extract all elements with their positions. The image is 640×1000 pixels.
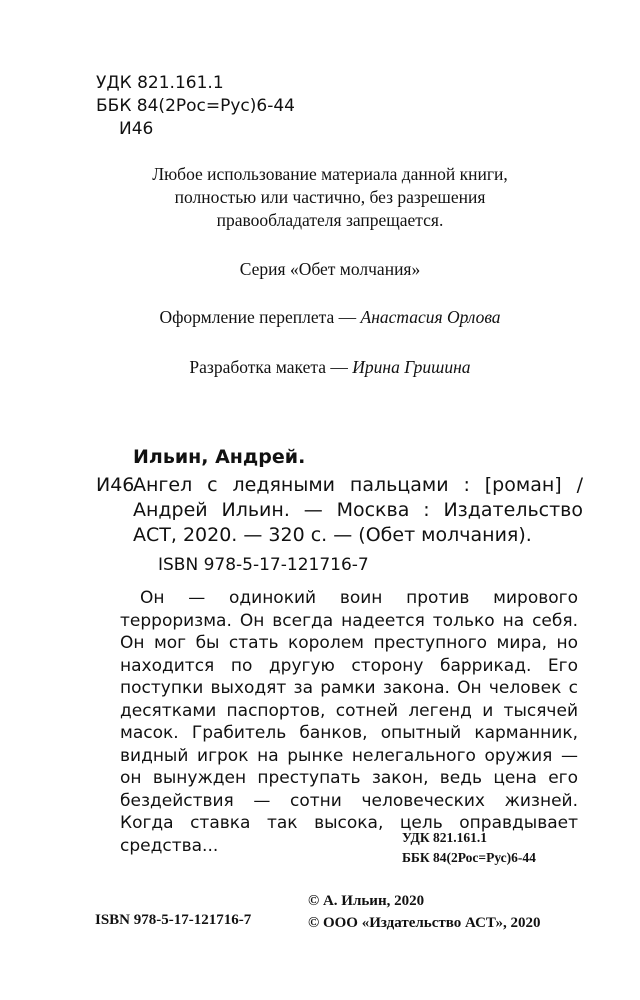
bottom-classification [402, 828, 536, 868]
usage-notice-line: полностью или частично, без разрешения [174, 187, 486, 207]
layout-credit-name: Ирина Гришина [352, 357, 471, 377]
usage-notice [60, 163, 600, 232]
layout-credit-label: Разработка макета — [189, 357, 353, 377]
bottom-udk-code: УДК 821.161.1 [402, 830, 487, 845]
annotation-text: Он — одинокий воин против мирового терроризма. Он всегда надеется только на себя. Он мог бы стать королем преступного мира, но находится по другую сторону баррикад. Его поступки выходят за рамки закона. Он человек с десятками паспортов, сотней легенд и тысячей масок. Грабитель банков, опытный карманник, видный игрок на рынке нелегального оружия — он вынужден преступать закон, ведь цена его бездействия — сотни человеческих жизней. Когда ставка так высока, цель оправдывает средства... [120, 588, 578, 856]
bottom-bbk-code: ББК 84(2Рос=Рус)6-44 [402, 850, 536, 865]
copyright-author: © А. Ильин, 2020 [308, 893, 425, 909]
annotation [120, 587, 578, 857]
copyright-publisher: © ООО «Издательство АСТ», 2020 [308, 915, 541, 931]
binding-credit-label: Оформление переплета — [159, 307, 361, 327]
record-mark: И46 [96, 474, 135, 496]
usage-notice-line: Любое использование материала данной книги, [152, 164, 508, 184]
top-classification [96, 72, 295, 141]
bbk-code: ББК 84(2Рос=Рус)6-44 [96, 96, 295, 116]
footer-isbn: ISBN 978-5-17-121716-7 [95, 912, 252, 928]
series-title: Серия «Обет молчания» [239, 259, 421, 279]
author-mark: И46 [119, 119, 154, 139]
record-isbn: ISBN 978-5-17-121716-7 [158, 555, 369, 575]
copyright-block [308, 890, 541, 934]
binding-credit [60, 306, 600, 329]
usage-notice-line: правообладателя запрещается. [216, 210, 444, 230]
record-author: Ильин, Андрей. [133, 446, 306, 468]
layout-credit [60, 356, 600, 379]
binding-credit-name: Анастасия Орлова [360, 307, 501, 327]
record-description: Ангел с ледяными пальцами : [роман] / Андрей Ильин. — Москва : Издательство АСТ, 2020. — 320 с. — (Обет молчания). [133, 474, 583, 546]
udk-code: УДК 821.161.1 [96, 73, 224, 93]
